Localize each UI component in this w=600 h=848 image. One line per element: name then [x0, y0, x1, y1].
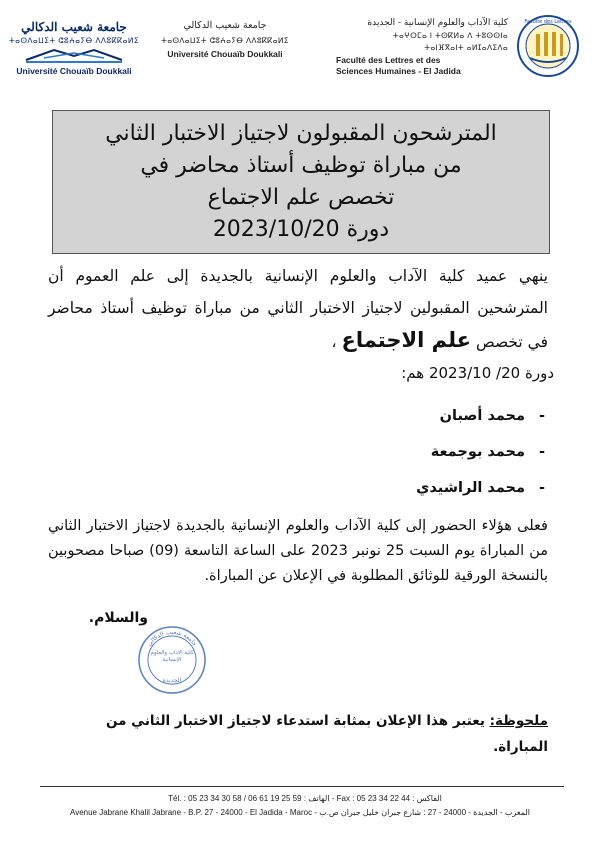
title-line-4: دورة 2023/10/20: [212, 217, 390, 242]
university-name-ar-2: جامعة شعيب الدكالي: [183, 20, 267, 31]
note-paragraph: [48, 708, 548, 760]
university-header-middle: [150, 20, 300, 59]
university-name-tifinagh-2: ⵜⴰⵙⴷⴰⵡⵉⵜ ⵛⵓⵄⴰⵢⴱ ⴷⴷⵓⴽⴽⴰⵍⵉ: [161, 36, 289, 45]
title-line-2: من مباراة توظيف أستاذ محاضر في: [140, 153, 462, 178]
faculty-name-fr: [330, 55, 508, 77]
footer-address: Avenue Jabrane Khalil Jabrane - B.P. 27 - 24000 - El Jadida - Maroc - المغرب - الجديدة - 24000 - 27 : شارع جبران خليل جبران ص.ب: [70, 808, 530, 817]
university-name-fr-2: Université Chouaïb Doukkali: [167, 49, 283, 59]
logo-text: Faculté des Lettres: [524, 19, 572, 25]
faculty-name-tifinagh-2: ⵜⴰⵏⴼⴳⴰⵏⵜ ⴰⵍⵊⴰⴷⵉⴷⴰ: [424, 43, 508, 52]
candidate-list: [416, 398, 545, 506]
intro-text: ينهي عميد كلية الآداب والعلوم الإنسانية بالجديدة إلى علم العموم أن المترشحين المقبولين لاجتياز الاختبار الثاني من مباراة توظيف أستاذ محاضر في تخصص: [48, 267, 548, 351]
stamp-center-text: كلية الآداب والعلوم الإنسانية: [150, 650, 194, 663]
stamp-ring-text: جامعة شعيب الدكالي: [145, 628, 199, 648]
footer-contact: Tél. : 05 23 34 30 58 / 06 61 19 25 59 : الهاتف - Fax : 05 23 34 22 44 : الفاكس: [168, 794, 442, 803]
closing-salutation: والسلام.: [88, 610, 148, 626]
specialty-name: علم الاجتماع: [341, 328, 472, 352]
session-line: دورة 20/ 2023/10 هم:: [401, 364, 554, 382]
instructions-paragraph: فعلى هؤلاء الحضور إلى كلية الآداب والعلوم الإنسانية بالجديدة لاجتياز الاختبار الثاني من المباراة يوم السبت 25 نونبر 2023 على الساعة التاسعة (09) صباحا مصحوبين بالنسخة الورقية للوثائق المطلوبة في الإعلان عن المباراة.: [48, 518, 549, 584]
candidate-item: -محمد بوجمعة: [430, 444, 545, 460]
university-name-ar: جامعة شعيب الدكالي: [21, 20, 127, 34]
faculty-name-tifinagh-1: ⵜⴰⵖⵔⵎⴰ ⵏ ⵜⵙⴽⵍⴰ ⴷ ⵜⵓⵙⵙⵏⴰ: [392, 31, 508, 40]
title-line-3: تخصص علم الاجتماع: [207, 185, 395, 210]
faculty-name-fr-line1: Faculté des Lettres et des: [336, 55, 441, 65]
faculty-name-fr-line2: Sciences Humaines - El Jadida: [336, 66, 461, 76]
stamp-bottom-text: الجديدة: [162, 677, 182, 684]
intro-end: ،: [331, 333, 342, 351]
faculty-name-ar: كلية الآداب والعلوم الإنسانية - الجديدة: [367, 18, 508, 28]
note-label: ملحوظة:: [489, 713, 548, 729]
faculty-header: [330, 18, 508, 77]
note-text: يعتبر هذا الإعلان بمثابة استدعاء لاجتياز الاختبار الثاني من المباراة.: [105, 713, 548, 755]
candidate-name: محمد بوجمعة: [430, 444, 525, 460]
announcement-title-box: [52, 110, 550, 254]
university-logo-icon: [24, 46, 124, 64]
official-stamp-icon: [136, 624, 208, 696]
university-name-tifinagh: ⵜⴰⵙⴷⴰⵡⵉⵜ ⵛⵓⵄⴰⵢⴱ ⴷⴷⵓⴽⴽⴰⵍⵉ: [8, 36, 140, 45]
faculty-logo-icon: [516, 14, 580, 78]
university-header-left: [8, 20, 140, 76]
candidate-name: محمد أصبان: [439, 408, 525, 424]
candidate-name: محمد الراشيدي: [416, 480, 525, 496]
footer-divider: [40, 786, 564, 787]
candidate-item: -محمد الراشيدي: [416, 480, 545, 496]
intro-paragraph: [48, 260, 548, 358]
title-line-1: المترشحون المقبولون لاجتياز الاختبار الثاني: [105, 121, 497, 146]
candidate-item: -محمد أصبان: [439, 408, 545, 424]
university-name-fr: Université Chouaïb Doukkali: [16, 66, 132, 76]
